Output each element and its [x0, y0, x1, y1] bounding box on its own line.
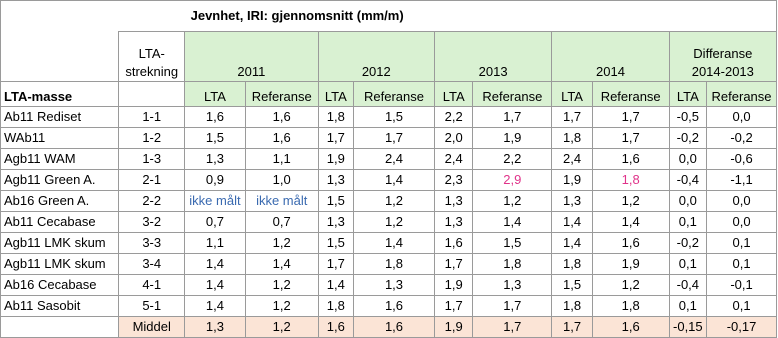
value-cell: 1,4	[318, 275, 353, 296]
value-cell: 1,4	[592, 212, 669, 233]
value-cell: 1,5	[318, 191, 353, 212]
row-masse: Ab16 Cecabase	[1, 275, 119, 296]
value-cell: 1,3	[434, 191, 472, 212]
value-cell: 1,3	[318, 212, 353, 233]
value-cell: 0,0	[707, 191, 777, 212]
value-cell: 1,3	[185, 149, 246, 170]
title-spacer	[1, 1, 119, 32]
value-cell: 1,2	[245, 275, 318, 296]
value-cell: 0,1	[669, 212, 706, 233]
sub-header-lta: LTA	[434, 82, 472, 107]
row-strekning: 1-2	[119, 128, 185, 149]
value-cell: 1,6	[245, 128, 318, 149]
row-masse: Agb11 LMK skum	[1, 254, 119, 275]
data-rows	[1, 107, 777, 317]
value-cell: -0,2	[707, 128, 777, 149]
row-masse: Ab11 Rediset	[1, 107, 119, 128]
value-cell: 1,1	[185, 233, 246, 254]
table-row	[1, 233, 777, 254]
table-row	[1, 107, 777, 128]
value-cell: 1,8	[354, 254, 435, 275]
table-row	[1, 296, 777, 317]
middel-cell: -0,15	[669, 317, 706, 338]
value-cell: 1,4	[354, 170, 435, 191]
value-cell: ikke målt	[185, 191, 246, 212]
row-strekning: 2-2	[119, 191, 185, 212]
value-cell: 1,5	[473, 233, 552, 254]
value-cell: -0,4	[669, 275, 706, 296]
value-cell: -0,4	[669, 170, 706, 191]
value-cell: 1,8	[318, 107, 353, 128]
value-cell: 0,7	[185, 212, 246, 233]
middel-cell: -0,17	[707, 317, 777, 338]
header-spacer	[1, 32, 119, 82]
value-cell: 1,8	[318, 296, 353, 317]
value-cell: 2,0	[434, 128, 472, 149]
year-header-2014: 2014	[552, 32, 669, 82]
header-spacer	[119, 82, 185, 107]
sub-header-ref: Referanse	[473, 82, 552, 107]
table-row	[1, 170, 777, 191]
value-cell: 1,6	[245, 107, 318, 128]
value-cell: 2,4	[434, 149, 472, 170]
value-cell: 0,1	[707, 233, 777, 254]
value-cell: 1,7	[592, 128, 669, 149]
title-row	[1, 1, 777, 32]
row-strekning: 3-2	[119, 212, 185, 233]
sub-header-ref: Referanse	[707, 82, 777, 107]
row-strekning: 5-1	[119, 296, 185, 317]
diff-header-line1: Differanse	[693, 46, 753, 61]
sub-header-lta: LTA	[552, 82, 592, 107]
sub-header-lta: LTA	[318, 82, 353, 107]
value-cell: 1,6	[592, 149, 669, 170]
value-cell: 1,8	[592, 296, 669, 317]
value-cell: -0,6	[707, 149, 777, 170]
row-strekning: 1-1	[119, 107, 185, 128]
strekning-header-line2: strekning	[125, 64, 179, 79]
value-cell: 1,9	[434, 275, 472, 296]
title-spacer	[119, 1, 185, 32]
middel-cell: 1,6	[592, 317, 669, 338]
row-label-header: LTA-masse	[1, 82, 119, 107]
table-row	[1, 275, 777, 296]
value-cell: 0,0	[707, 107, 777, 128]
value-cell: -0,2	[669, 128, 706, 149]
value-cell: 1,2	[354, 212, 435, 233]
year-header-row	[1, 32, 777, 82]
middel-cell: 1,7	[473, 317, 552, 338]
value-cell: 0,1	[669, 254, 706, 275]
value-cell: 1,4	[185, 275, 246, 296]
value-cell: 1,3	[434, 212, 472, 233]
value-cell: 1,8	[552, 296, 592, 317]
value-cell: -0,2	[669, 233, 706, 254]
strekning-header	[119, 32, 185, 82]
value-cell: -0,1	[707, 275, 777, 296]
strekning-header-line1: LTA-	[138, 46, 165, 61]
value-cell: 1,4	[245, 254, 318, 275]
table-row	[1, 191, 777, 212]
row-masse: Ab11 Sasobit	[1, 296, 119, 317]
middel-cell: 1,7	[552, 317, 592, 338]
value-cell: 1,4	[185, 254, 246, 275]
middel-spacer	[1, 317, 119, 338]
value-cell: 1,7	[354, 128, 435, 149]
value-cell: 1,2	[592, 191, 669, 212]
middel-cell: 1,6	[354, 317, 435, 338]
year-header-2011: 2011	[185, 32, 319, 82]
row-masse: Ab11 Cecabase	[1, 212, 119, 233]
value-cell: 1,5	[354, 107, 435, 128]
value-cell: 1,8	[592, 170, 669, 191]
table-row	[1, 254, 777, 275]
row-masse: Agb11 WAM	[1, 149, 119, 170]
value-cell: 1,2	[354, 191, 435, 212]
value-cell: 1,7	[318, 128, 353, 149]
value-cell: 2,4	[354, 149, 435, 170]
value-cell: 1,4	[552, 212, 592, 233]
value-cell: 1,7	[434, 296, 472, 317]
row-strekning: 1-3	[119, 149, 185, 170]
value-cell: 2,2	[473, 149, 552, 170]
row-masse: Agb11 Green A.	[1, 170, 119, 191]
value-cell: 2,3	[434, 170, 472, 191]
middel-cell: 1,2	[245, 317, 318, 338]
value-cell: 1,6	[434, 233, 472, 254]
value-cell: 1,6	[185, 107, 246, 128]
value-cell: 0,0	[707, 212, 777, 233]
value-cell: 0,0	[669, 191, 706, 212]
row-strekning: 2-1	[119, 170, 185, 191]
middel-cell: 1,6	[318, 317, 353, 338]
value-cell: 1,5	[318, 233, 353, 254]
row-masse: Agb11 LMK skum	[1, 233, 119, 254]
sub-header-ref: Referanse	[354, 82, 435, 107]
table-row	[1, 149, 777, 170]
row-strekning: 4-1	[119, 275, 185, 296]
value-cell: 1,1	[245, 149, 318, 170]
value-cell: 2,2	[434, 107, 472, 128]
value-cell: 2,9	[473, 170, 552, 191]
value-cell: 1,9	[592, 254, 669, 275]
value-cell: 1,3	[354, 275, 435, 296]
value-cell: 0,0	[669, 149, 706, 170]
value-cell: 1,4	[473, 212, 552, 233]
table-row	[1, 128, 777, 149]
sub-header-ref: Referanse	[245, 82, 318, 107]
value-cell: 0,7	[245, 212, 318, 233]
value-cell: 1,7	[434, 254, 472, 275]
diff-header	[669, 32, 776, 82]
middel-row	[1, 317, 777, 338]
table-title: Jevnhet, IRI: gjennomsnitt (mm/m)	[185, 1, 777, 32]
value-cell: 1,8	[552, 254, 592, 275]
value-cell: 1,7	[473, 107, 552, 128]
row-masse: Ab16 Green A.	[1, 191, 119, 212]
value-cell: 1,7	[592, 107, 669, 128]
value-cell: 1,8	[473, 254, 552, 275]
value-cell: 1,2	[245, 296, 318, 317]
value-cell: 0,9	[185, 170, 246, 191]
value-cell: 1,7	[473, 296, 552, 317]
value-cell: 1,9	[473, 128, 552, 149]
row-masse: WAb11	[1, 128, 119, 149]
diff-header-line2: 2014-2013	[691, 64, 754, 79]
value-cell: 1,2	[473, 191, 552, 212]
value-cell: 1,4	[354, 233, 435, 254]
value-cell: ikke målt	[245, 191, 318, 212]
value-cell: 0,1	[707, 296, 777, 317]
value-cell: 1,9	[552, 170, 592, 191]
value-cell: 1,5	[552, 275, 592, 296]
value-cell: 1,3	[552, 191, 592, 212]
middel-cell: 1,3	[185, 317, 246, 338]
sub-header-ref: Referanse	[592, 82, 669, 107]
middel-cell: 1,9	[434, 317, 472, 338]
row-strekning: 3-4	[119, 254, 185, 275]
sub-header-row	[1, 82, 777, 107]
value-cell: 1,7	[318, 254, 353, 275]
value-cell: 0,1	[669, 296, 706, 317]
value-cell: 1,0	[245, 170, 318, 191]
table-row	[1, 212, 777, 233]
value-cell: 1,6	[354, 296, 435, 317]
row-strekning: 3-3	[119, 233, 185, 254]
value-cell: -1,1	[707, 170, 777, 191]
value-cell: 1,9	[318, 149, 353, 170]
value-cell: 1,2	[592, 275, 669, 296]
value-cell: 2,4	[552, 149, 592, 170]
year-header-2012: 2012	[318, 32, 434, 82]
value-cell: 1,4	[552, 233, 592, 254]
year-header-2013: 2013	[434, 32, 551, 82]
value-cell: 1,2	[245, 233, 318, 254]
value-cell: 0,1	[707, 254, 777, 275]
value-cell: 1,8	[552, 128, 592, 149]
value-cell: 1,6	[592, 233, 669, 254]
value-cell: 1,4	[185, 296, 246, 317]
sub-header-lta: LTA	[669, 82, 706, 107]
value-cell: -0,5	[669, 107, 706, 128]
value-cell: 1,3	[473, 275, 552, 296]
value-cell: 1,5	[185, 128, 246, 149]
value-cell: 1,7	[552, 107, 592, 128]
sub-header-lta: LTA	[185, 82, 246, 107]
value-cell: 1,3	[318, 170, 353, 191]
middel-label: Middel	[119, 317, 185, 338]
